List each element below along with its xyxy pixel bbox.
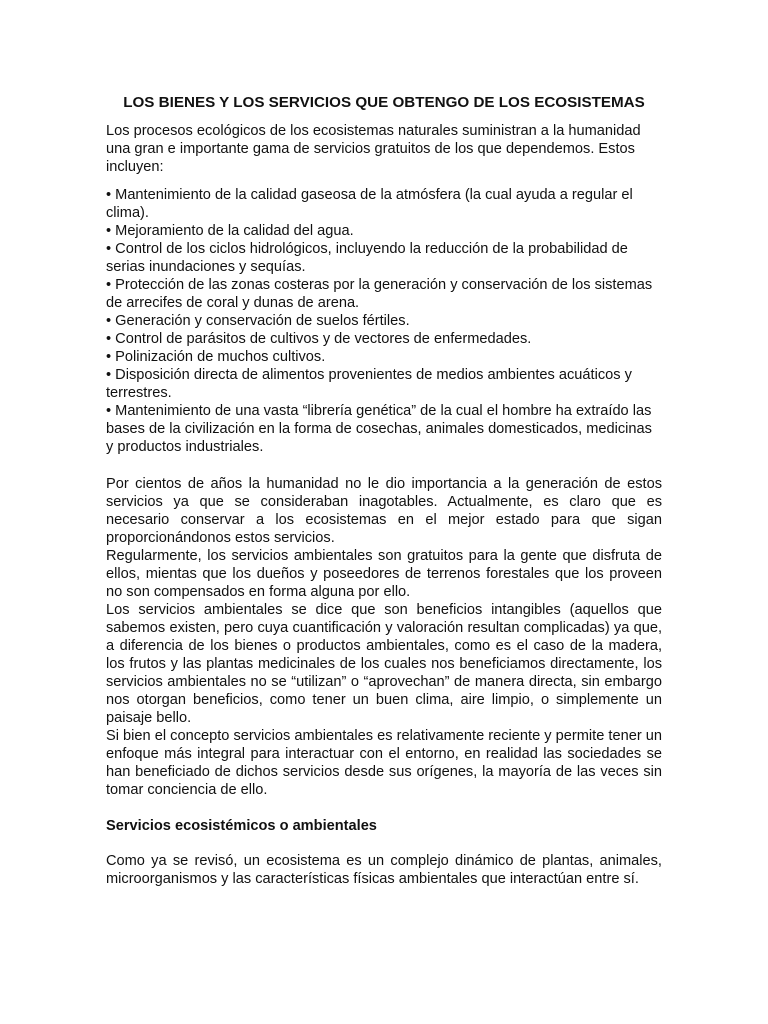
body-paragraph: Regularmente, los servicios ambientales son gratuitos para la gente que disfruta de ellos, mientas que los dueños y poseedores de terrenos forestales que los proveen no son compensados en forma alguna por ello. xyxy=(106,548,662,600)
document-title: LOS BIENES Y LOS SERVICIOS QUE OBTENGO DE LOS ECOSISTEMAS xyxy=(123,94,645,111)
body-paragraph: Por cientos de años la humanidad no le dio importancia a la generación de estos servicios ya que se consideraban inagotables. Actualmente, es claro que es necesario conservar a los ecosistemas en el mejor estado para que sigan proporcionándonos estos servicios. xyxy=(106,476,662,546)
list-item: • Disposición directa de alimentos provenientes de medios ambientes acuáticos y terrestres. xyxy=(106,367,632,401)
body-text xyxy=(106,475,662,799)
body-paragraph: Si bien el concepto servicios ambientales es relativamente reciente y permite tener un enfoque más integral para interactuar con el entorno, en realidad las sociedades se han beneficiado de dichos servicios desde sus orígenes, la mayoría de las veces sin tomar conciencia de ello. xyxy=(106,728,662,798)
list-item: • Polinización de muchos cultivos. xyxy=(106,349,326,365)
list-item: • Protección de las zonas costeras por la generación y conservación de los sistemas de arrecifes de coral y dunas de arena. xyxy=(106,277,653,311)
document-page xyxy=(106,93,662,888)
services-list xyxy=(106,186,662,456)
list-item: • Control de los ciclos hidrológicos, incluyendo la reducción de la probabilidad de serias inundaciones y sequías. xyxy=(106,241,628,275)
body-paragraph: Los servicios ambientales se dice que son beneficios intangibles (aquellos que sabemos existen, pero cuya cuantificación y valoración resultan complicadas) ya que, a diferencia de los bienes o productos ambientales, como es el caso de la madera, los frutos y las plantas medicinales de los cuales nos beneficiamos directamente, los servicios ambientales no se “utilizan” o “aprovechan” de manera directa, sin embargo nos otorgan beneficios, como tener un buen clima, aire limpio, o simplemente un paisaje bello. xyxy=(106,602,662,726)
list-item: • Mantenimiento de una vasta “librería genética” de la cual el hombre ha extraído las bases de la civilización en la forma de cosechas, animales domesticados, medicinas y productos industriales. xyxy=(106,403,652,455)
list-item: • Control de parásitos de cultivos y de vectores de enfermedades. xyxy=(106,331,532,347)
intro-paragraph: Los procesos ecológicos de los ecosistemas naturales suministran a la humanidad una gran e importante gama de servicios gratuitos de los que dependemos. Estos incluyen: xyxy=(106,123,641,175)
closing-paragraph: Como ya se revisó, un ecosistema es un complejo dinámico de plantas, animales, microorganismos y las características físicas ambientales que interactúan entre sí. xyxy=(106,853,662,887)
section-heading: Servicios ecosistémicos o ambientales xyxy=(106,818,377,834)
list-item: • Mejoramiento de la calidad del agua. xyxy=(106,223,354,239)
list-item: • Generación y conservación de suelos fértiles. xyxy=(106,313,410,329)
list-item: • Mantenimiento de la calidad gaseosa de la atmósfera (la cual ayuda a regular el clima). xyxy=(106,187,633,221)
